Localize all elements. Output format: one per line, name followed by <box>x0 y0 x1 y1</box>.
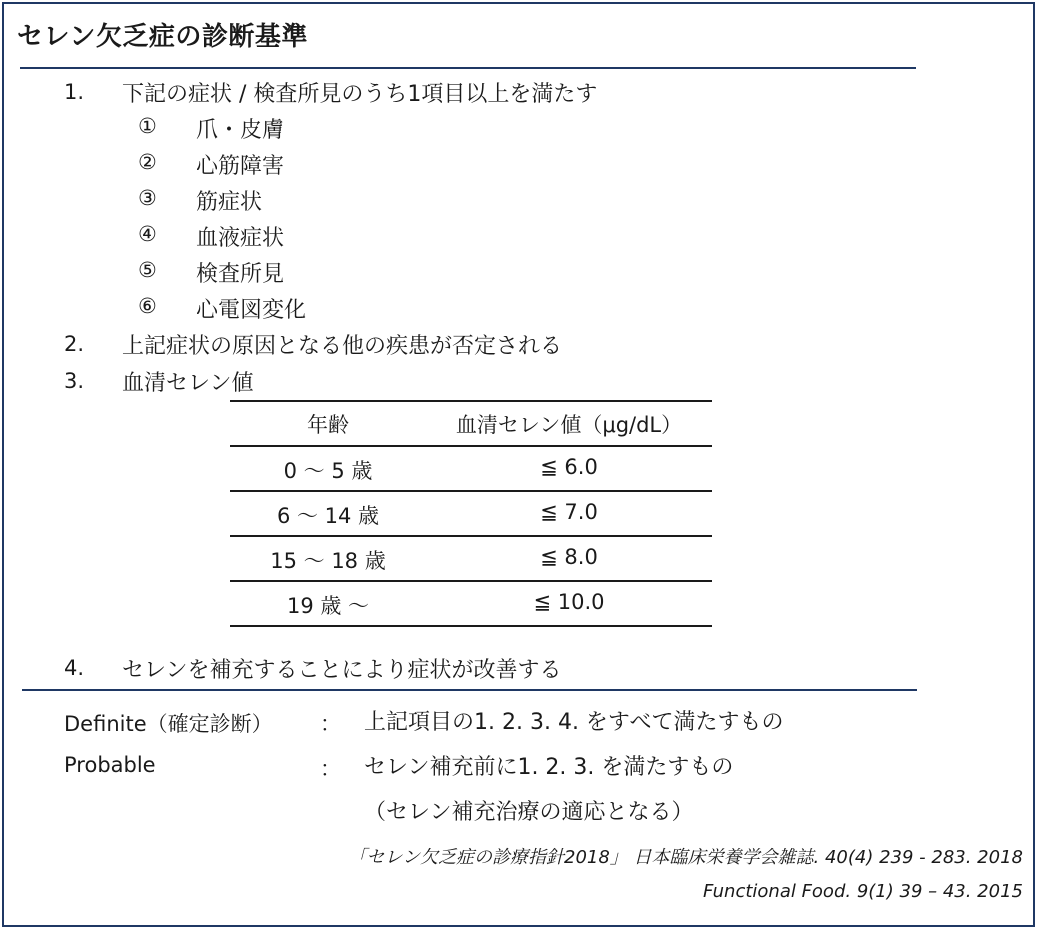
table-row-3-age: 15 〜 18 歳 <box>270 549 386 573</box>
item-1-text: 下記の症状 / 検査所見のうち1項目以上を満たす <box>122 82 598 107</box>
item-4-number: 4. <box>64 656 85 680</box>
table-bottom-rule <box>230 625 712 627</box>
subitem-1-text: 爪・皮膚 <box>196 118 285 143</box>
subitem-6-mark: ⑥ <box>138 294 157 318</box>
subitem-2-text: 心筋障害 <box>196 154 285 179</box>
item-2-text: 上記症状の原因となる他の疾患が否定される <box>122 334 563 359</box>
criteria-divider <box>22 689 917 691</box>
definite-text: 上記項目の1. 2. 3. 4. をすべて満たすもの <box>364 710 784 735</box>
table-row-1-value: ≦ 6.0 <box>540 455 598 479</box>
table-header-rule <box>230 445 712 447</box>
table-row-2-age: 6 〜 14 歳 <box>276 504 380 528</box>
item-3-text: 血清セレン値 <box>122 371 254 396</box>
subitem-6-text: 心電図変化 <box>196 298 307 323</box>
reference-2: Functional Food. 9(1) 39 – 43. 2015 <box>703 881 1023 902</box>
subitem-3-text: 筋症状 <box>196 190 263 215</box>
table-top-rule <box>230 400 712 402</box>
probable-note: （セレン補充治療の適応となる） <box>364 800 694 825</box>
definite-label: Definite（確定診断） <box>64 712 273 736</box>
probable-colon: ： <box>320 757 341 781</box>
table-row-4-value: ≦ 10.0 <box>533 590 605 614</box>
table-row-3-value: ≦ 8.0 <box>540 545 598 569</box>
table-row-rule <box>230 580 712 582</box>
table-row-1-age: 0 〜 5 歳 <box>283 459 373 483</box>
reference-1: 「セレン欠乏症の診療指針2018」 日本臨床栄養学会雑誌. 40(4) 239 - 283. 2018 <box>348 847 1023 868</box>
table-header-value: 血清セレン値（μg/dL） <box>455 413 683 437</box>
subitem-5-text: 検査所見 <box>196 262 285 287</box>
title-divider <box>20 67 916 69</box>
subitem-1-mark: ① <box>138 114 157 138</box>
item-1-number: 1. <box>64 80 85 104</box>
table-row-rule <box>230 490 712 492</box>
item-3-number: 3. <box>64 369 85 393</box>
table-row-4-age: 19 歳 〜 <box>286 594 370 618</box>
item-4-text: セレンを補充することにより症状が改善する <box>122 658 562 683</box>
subitem-2-mark: ② <box>138 150 157 174</box>
probable-label: Probable <box>64 753 156 777</box>
subitem-4-text: 血液症状 <box>196 226 285 251</box>
subitem-5-mark: ⑤ <box>138 258 157 282</box>
table-header-age: 年齢 <box>307 413 349 437</box>
subitem-3-mark: ③ <box>138 186 157 210</box>
table-row-rule <box>230 535 712 537</box>
page-title: セレン欠乏症の診断基準 <box>17 22 308 52</box>
definite-colon: ： <box>320 712 341 736</box>
probable-text: セレン補充前に1. 2. 3. を満たすもの <box>364 755 734 780</box>
table-row-2-value: ≦ 7.0 <box>540 500 598 524</box>
subitem-4-mark: ④ <box>138 222 157 246</box>
item-2-number: 2. <box>64 332 85 356</box>
